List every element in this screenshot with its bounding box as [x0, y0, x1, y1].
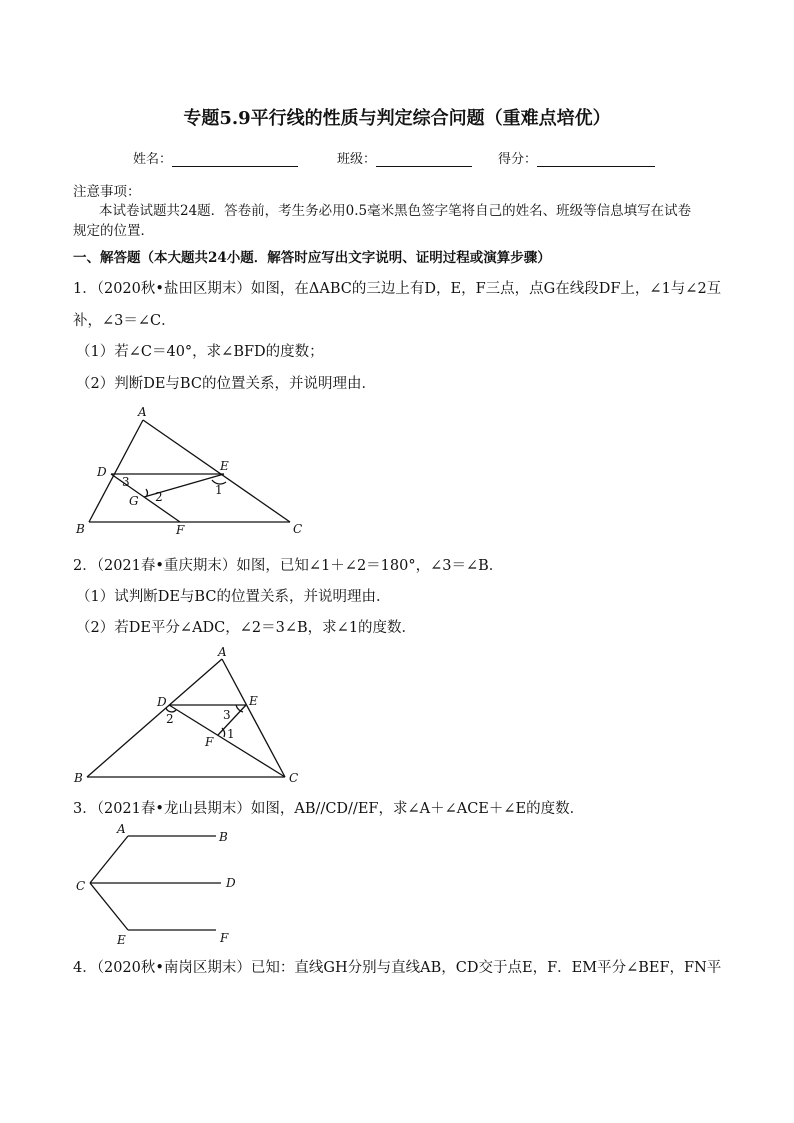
- q2-part-1: （1）试判断DE与BC的位置关系，并说明理由．: [76, 589, 391, 605]
- q3-line-1: 3．（2021春•龙山县期末）如图，AB//CD//EF，求∠A＋∠ACE＋∠E的度数．: [73, 801, 585, 817]
- fig3-label-E: E: [117, 933, 126, 947]
- fig2-label-C: C: [289, 771, 299, 785]
- fig1-label-A: A: [138, 405, 147, 419]
- name-label: 姓名：: [133, 152, 173, 167]
- q4-line-1: 4．（2020秋•南岗区期末）已知：直线GH分别与直线AB，CD交于点E，F．EM平分∠BEF，FN平: [73, 960, 722, 976]
- fig1-label-B: B: [76, 522, 85, 536]
- fig1-label-F: F: [176, 523, 185, 537]
- fig3-label-C: C: [76, 879, 86, 893]
- notice-heading: 注意事项：: [73, 184, 141, 200]
- fig3-label-D: D: [226, 876, 236, 890]
- q2-part-2: （2）若DE平分∠ADC，∠2＝3∠B，求∠1的度数．: [76, 620, 417, 636]
- notice-line-1: 本试卷试题共24题．答卷前，考生务必用0.5毫米黑色签字笔将自己的姓名、班级等信息填写在试卷: [99, 203, 692, 219]
- fig2-angle-3: 3: [223, 708, 231, 722]
- fig2-label-B: B: [74, 771, 83, 785]
- fig2-angle-1: 1: [227, 727, 235, 741]
- fig1-angle-1: 1: [215, 483, 223, 497]
- fig1-label-E: E: [220, 459, 229, 473]
- fig2-angle-2: 2: [166, 712, 174, 726]
- figure-2: [87, 659, 285, 777]
- fig2-label-F: F: [205, 735, 214, 749]
- q1-part-1: （1）若∠C＝40°，求∠BFD的度数；: [76, 344, 324, 360]
- fig2-label-A: A: [218, 645, 227, 659]
- fig3-label-F: F: [220, 931, 229, 945]
- class-label: 班级：: [337, 152, 377, 167]
- section-heading: 一、解答题（本大题共24小题．解答时应写出文字说明、证明过程或演算步骤）: [73, 250, 551, 266]
- score-label: 得分：: [498, 152, 538, 167]
- fig2-label-E: E: [249, 694, 258, 708]
- figure-1-labels: [75, 405, 302, 537]
- q1-line-2: 补，∠3＝∠C．: [73, 313, 176, 329]
- q1-part-2: （2）判断DE与BC的位置关系，并说明理由．: [76, 376, 376, 392]
- fig1-label-C: C: [293, 522, 303, 536]
- notice-line-2: 规定的位置．: [73, 223, 154, 239]
- page-title: 专题5.9平行线的性质与判定综合问题（重难点培优）: [183, 108, 611, 129]
- fig1-angle-2: 2: [155, 490, 163, 504]
- q2-line-1: 2．（2021春•重庆期末）如图，已知∠1＋∠2＝180°，∠3＝∠B．: [73, 558, 504, 574]
- fig1-label-G: G: [129, 494, 139, 508]
- fig1-label-D: D: [97, 465, 107, 479]
- fig3-label-B: B: [219, 830, 228, 844]
- fig1-angle-3: 3: [122, 475, 130, 489]
- q1-line-1: 1．（2020秋•盐田区期末）如图，在ΔABC的三边上有D，E，F三点，点G在线段DF上，∠1与∠2互: [73, 281, 722, 297]
- fig3-label-A: A: [117, 822, 126, 836]
- figure-3: [90, 836, 221, 930]
- figure-1: [89, 420, 290, 522]
- fig2-label-D: D: [157, 695, 167, 709]
- figure-3-labels: [76, 822, 236, 947]
